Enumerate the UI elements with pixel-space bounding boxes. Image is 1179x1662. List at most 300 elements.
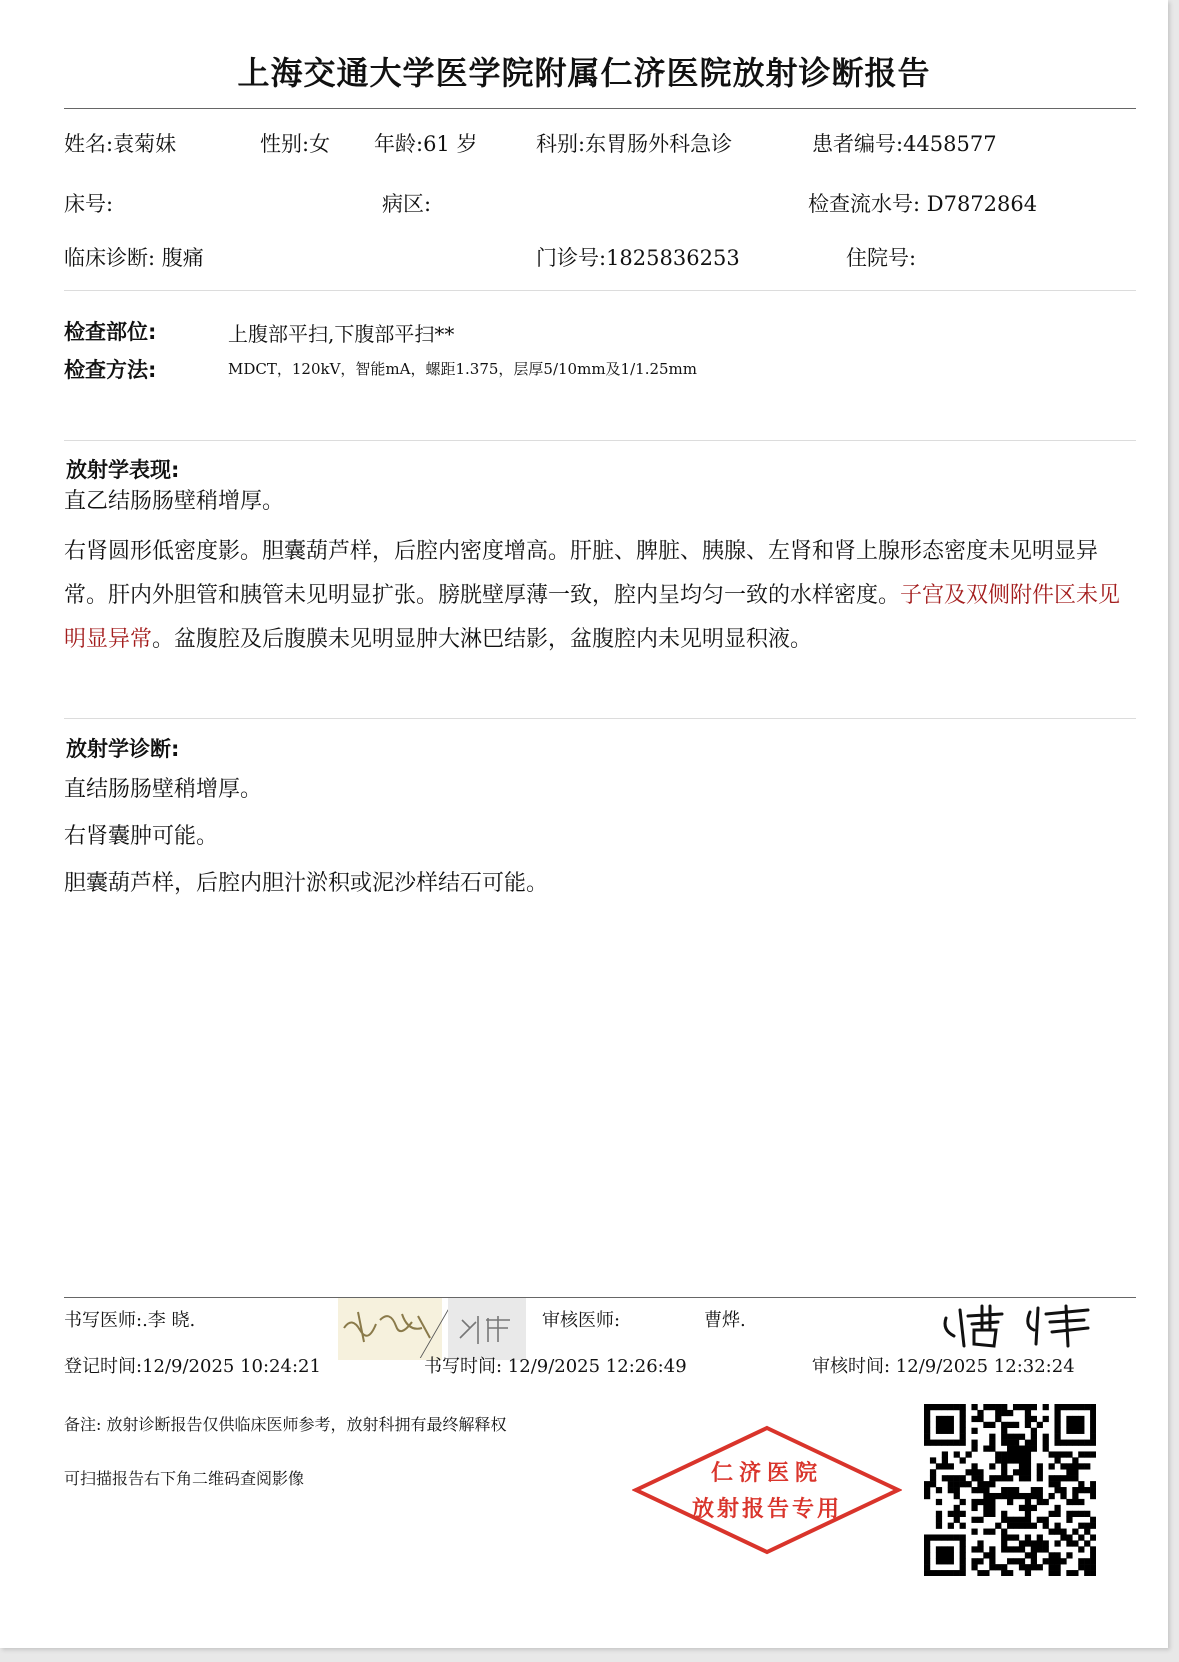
qr-module: [1025, 1523, 1031, 1529]
qr-module: [936, 1534, 942, 1540]
qr-module: [1084, 1511, 1090, 1517]
qr-module: [1060, 1558, 1066, 1564]
second-signature-image: [448, 1298, 526, 1360]
reviewer-name: 曹烨.: [704, 1310, 746, 1331]
qr-module: [924, 1416, 930, 1422]
qr-module: [1049, 1570, 1055, 1576]
qr-module: [960, 1428, 966, 1434]
qr-module: [1043, 1446, 1049, 1452]
qr-module: [1054, 1523, 1060, 1529]
findings-paragraph: [64, 530, 1124, 662]
exam-site-label: 检查部位:: [64, 320, 157, 344]
writer-doctor: 书写医师:.李 晓.: [64, 1310, 196, 1331]
qr-module: [960, 1534, 966, 1540]
qr-module: [1084, 1558, 1090, 1564]
qr-module: [942, 1558, 948, 1564]
qr-module: [1066, 1540, 1072, 1546]
qr-module: [1090, 1570, 1096, 1576]
qr-module: [1054, 1529, 1060, 1535]
qr-module: [1049, 1481, 1055, 1487]
qr-module: [995, 1457, 1001, 1463]
qr-module: [1031, 1564, 1037, 1570]
qr-module: [1019, 1463, 1025, 1469]
qr-module: [942, 1451, 948, 1457]
qr-module: [971, 1440, 977, 1446]
qr-module: [989, 1505, 995, 1511]
qr-module: [1031, 1558, 1037, 1564]
qr-module: [1049, 1475, 1055, 1481]
qr-module: [1060, 1475, 1066, 1481]
qr-module: [954, 1511, 960, 1517]
qr-module: [989, 1511, 995, 1517]
qr-module: [966, 1451, 972, 1457]
qr-module: [1078, 1440, 1084, 1446]
qr-module: [1084, 1570, 1090, 1576]
qr-module: [1019, 1517, 1025, 1523]
qr-module: [966, 1469, 972, 1475]
qr-module: [1001, 1487, 1007, 1493]
qr-module: [1025, 1457, 1031, 1463]
qr-module: [960, 1475, 966, 1481]
qr-module: [1019, 1493, 1025, 1499]
qr-module: [1078, 1546, 1084, 1552]
qr-module: [1025, 1475, 1031, 1481]
qr-module: [936, 1570, 942, 1576]
qr-module: [954, 1404, 960, 1410]
qr-module: [1084, 1529, 1090, 1535]
qr-module: [960, 1570, 966, 1576]
qr-module: [1007, 1558, 1013, 1564]
qr-module: [1001, 1434, 1007, 1440]
qr-module: [1054, 1564, 1060, 1570]
qr-module: [971, 1404, 977, 1410]
qr-module: [1072, 1469, 1078, 1475]
qr-module: [1001, 1469, 1007, 1475]
qr-module: [1078, 1534, 1084, 1540]
qr-module: [989, 1446, 995, 1452]
qr-module: [1019, 1446, 1025, 1452]
qr-module: [948, 1428, 954, 1434]
qr-module: [1054, 1558, 1060, 1564]
qr-module: [960, 1404, 966, 1410]
qr-module: [1078, 1428, 1084, 1434]
qr-module: [936, 1487, 942, 1493]
qr-module: [1078, 1564, 1084, 1570]
qr-module: [1019, 1404, 1025, 1410]
qr-module: [977, 1481, 983, 1487]
qr-module: [936, 1546, 942, 1552]
qr-module: [1066, 1416, 1072, 1422]
qr-module: [1025, 1564, 1031, 1570]
qr-module: [924, 1493, 930, 1499]
qr-module: [1025, 1499, 1031, 1505]
qr-module: [1043, 1440, 1049, 1446]
qr-module: [1072, 1416, 1078, 1422]
qr-module: [1025, 1404, 1031, 1410]
qr-module: [1054, 1505, 1060, 1511]
qr-module: [936, 1499, 942, 1505]
qr-module: [1066, 1404, 1072, 1410]
qr-module: [977, 1517, 983, 1523]
qr-module: [977, 1540, 983, 1546]
qr-module: [971, 1564, 977, 1570]
qr-module: [1013, 1517, 1019, 1523]
qr-module: [1013, 1487, 1019, 1493]
qr-module: [936, 1517, 942, 1523]
qr-module: [1066, 1511, 1072, 1517]
qr-module: [936, 1463, 942, 1469]
qr-module: [1025, 1463, 1031, 1469]
qr-module: [1031, 1416, 1037, 1422]
qr-module: [936, 1523, 942, 1529]
qr-module: [1049, 1564, 1055, 1570]
diagnosis-item: 直结肠肠壁稍增厚。: [64, 777, 263, 802]
qr-module: [948, 1570, 954, 1576]
qr-module: [971, 1416, 977, 1422]
qr-module: [930, 1457, 936, 1463]
qr-module: [942, 1546, 948, 1552]
qr-module: [1031, 1446, 1037, 1452]
qr-module: [1054, 1410, 1060, 1416]
qr-module: [1031, 1428, 1037, 1434]
qr-module: [1084, 1463, 1090, 1469]
qr-module: [1001, 1475, 1007, 1481]
qr-module: [948, 1534, 954, 1540]
qr-module: [1025, 1570, 1031, 1576]
inpatient-number: 住院号:: [846, 246, 917, 270]
qr-module: [924, 1404, 930, 1410]
qr-module: [1078, 1511, 1084, 1517]
exam-method-label: 检查方法:: [64, 358, 157, 382]
qr-module: [1013, 1451, 1019, 1457]
qr-module: [1025, 1410, 1031, 1416]
qr-module: [960, 1440, 966, 1446]
reviewer-signature-image: [938, 1296, 1098, 1352]
diagnosis-item: 胆囊葫芦样，后腔内胆汁淤积或泥沙样结石可能。: [64, 871, 549, 896]
qr-module: [942, 1552, 948, 1558]
qr-module: [936, 1552, 942, 1558]
qr-module: [1072, 1457, 1078, 1463]
qr-module: [1007, 1451, 1013, 1457]
patient-department: 科别:东胃肠外科急诊: [536, 132, 733, 156]
qr-module: [983, 1505, 989, 1511]
qr-module: [1049, 1451, 1055, 1457]
qr-module: [960, 1540, 966, 1546]
qr-module: [1007, 1446, 1013, 1452]
qr-module: [1013, 1558, 1019, 1564]
qr-module: [924, 1570, 930, 1576]
qr-module: [1001, 1422, 1007, 1428]
qr-module: [1090, 1434, 1096, 1440]
patient-id: 患者编号:4458577: [812, 132, 997, 156]
qr-module: [983, 1404, 989, 1410]
qr-module: [989, 1404, 995, 1410]
qr-module: [1037, 1463, 1043, 1469]
qr-module: [1025, 1451, 1031, 1457]
findings-text: 右肾圆形低密度影。胆囊葫芦样，后腔内密度增高。肝脏、脾脏、胰腺、左肾和肾上腺形态密度未见明显异常。肝内外胆管和胰管未见明显扩张。膀胱壁厚薄一致，腔内呈均匀一致的水样密度。: [64, 539, 1099, 608]
qr-module: [1060, 1487, 1066, 1493]
qr-module: [1001, 1564, 1007, 1570]
findings-text-end: 。盆腹腔及后腹膜未见明显肿大淋巴结影，盆腹腔内未见明显积液。: [152, 627, 813, 652]
qr-module: [1001, 1428, 1007, 1434]
qr-module: [977, 1469, 983, 1475]
qr-module: [1072, 1570, 1078, 1576]
qr-module: [1054, 1552, 1060, 1558]
qr-module: [948, 1463, 954, 1469]
stamp-diamond-icon: [632, 1424, 902, 1556]
qr-module: [1078, 1422, 1084, 1428]
qr-module: [983, 1552, 989, 1558]
qr-module: [971, 1558, 977, 1564]
qr-module: [1025, 1511, 1031, 1517]
qr-module: [1031, 1404, 1037, 1410]
qr-module: [1066, 1552, 1072, 1558]
qr-module: [930, 1440, 936, 1446]
qr-module: [942, 1428, 948, 1434]
write-time: 书写时间: 12/9/2025 12:26:49: [424, 1356, 687, 1377]
qr-module: [1025, 1469, 1031, 1475]
qr-module: [1001, 1534, 1007, 1540]
qr-module: [1001, 1451, 1007, 1457]
qr-module: [930, 1481, 936, 1487]
qr-module: [977, 1410, 983, 1416]
qr-module: [1043, 1434, 1049, 1440]
qr-module: [1072, 1475, 1078, 1481]
qr-module: [989, 1552, 995, 1558]
qr-module: [1066, 1570, 1072, 1576]
qr-module: [1013, 1440, 1019, 1446]
qr-module: [1072, 1511, 1078, 1517]
qr-module: [1007, 1440, 1013, 1446]
qr-module: [971, 1446, 977, 1452]
qr-code-icon[interactable]: [924, 1404, 1096, 1576]
qr-module: [1090, 1451, 1096, 1457]
qr-module: [1037, 1499, 1043, 1505]
qr-module: [1007, 1457, 1013, 1463]
qr-module: [971, 1505, 977, 1511]
qr-module: [1001, 1511, 1007, 1517]
qr-module: [1060, 1534, 1066, 1540]
qr-module: [1078, 1499, 1084, 1505]
qr-module: [995, 1523, 1001, 1529]
qr-module: [1090, 1428, 1096, 1434]
qr-module: [936, 1511, 942, 1517]
qr-module: [1007, 1410, 1013, 1416]
qr-module: [1060, 1463, 1066, 1469]
qr-module: [1084, 1404, 1090, 1410]
qr-module: [924, 1440, 930, 1446]
disclaimer-note: 备注: 放射诊断报告仅供临床医师参考，放射科拥有最终解释权: [64, 1415, 507, 1434]
qr-module: [924, 1481, 930, 1487]
qr-module: [1090, 1564, 1096, 1570]
reviewer-label: 审核医师:: [542, 1310, 621, 1331]
qr-module: [1060, 1529, 1066, 1535]
qr-module: [983, 1487, 989, 1493]
diagnosis-item: 右肾囊肿可能。: [64, 824, 219, 849]
qr-module: [942, 1457, 948, 1463]
info-divider: [64, 290, 1136, 291]
qr-module: [1007, 1534, 1013, 1540]
findings-heading: 放射学表现:: [66, 458, 180, 482]
qr-module: [960, 1481, 966, 1487]
qr-module: [1049, 1558, 1055, 1564]
qr-module: [989, 1463, 995, 1469]
qr-module: [1054, 1434, 1060, 1440]
qr-module: [1019, 1434, 1025, 1440]
qr-module: [1001, 1546, 1007, 1552]
qr-module: [924, 1546, 930, 1552]
qr-module: [948, 1487, 954, 1493]
qr-module: [1001, 1440, 1007, 1446]
qr-module: [954, 1481, 960, 1487]
qr-module: [989, 1434, 995, 1440]
qr-module: [1019, 1546, 1025, 1552]
qr-module: [1007, 1422, 1013, 1428]
bed-number: 床号:: [64, 192, 114, 216]
qr-module: [924, 1540, 930, 1546]
qr-module: [1078, 1451, 1084, 1457]
stamp-line-1: 仁济医院: [710, 1460, 823, 1486]
qr-module: [1007, 1499, 1013, 1505]
qr-module: [942, 1463, 948, 1469]
qr-module: [1037, 1534, 1043, 1540]
qr-module: [1025, 1422, 1031, 1428]
qr-module: [924, 1534, 930, 1540]
qr-module: [954, 1451, 960, 1457]
qr-module: [1060, 1451, 1066, 1457]
qr-module: [936, 1422, 942, 1428]
qr-module: [960, 1457, 966, 1463]
qr-module: [1090, 1404, 1096, 1410]
qr-module: [1031, 1540, 1037, 1546]
qr-module: [1037, 1422, 1043, 1428]
qr-module: [983, 1529, 989, 1535]
signature-scribble: [938, 1296, 1098, 1352]
qr-module: [1013, 1434, 1019, 1440]
findings-highlight: 子宫及双侧附件区未见明显异常: [64, 583, 1121, 652]
qr-module: [948, 1481, 954, 1487]
qr-module: [960, 1511, 966, 1517]
qr-module: [1007, 1546, 1013, 1552]
qr-module: [1078, 1416, 1084, 1422]
ward: 病区:: [382, 192, 432, 216]
qr-module: [1078, 1481, 1084, 1487]
qr-module: [989, 1529, 995, 1535]
qr-module: [924, 1428, 930, 1434]
qr-module: [995, 1404, 1001, 1410]
qr-module: [948, 1552, 954, 1558]
qr-module: [954, 1440, 960, 1446]
qr-module: [1084, 1523, 1090, 1529]
qr-module: [1072, 1463, 1078, 1469]
qr-module: [1049, 1511, 1055, 1517]
qr-module: [989, 1422, 995, 1428]
qr-module: [1043, 1558, 1049, 1564]
qr-module: [1025, 1517, 1031, 1523]
qr-module: [954, 1570, 960, 1576]
qr-module: [960, 1434, 966, 1440]
qr-module: [983, 1481, 989, 1487]
qr-module: [1054, 1570, 1060, 1576]
qr-module: [971, 1469, 977, 1475]
qr-module: [977, 1499, 983, 1505]
qr-module: [948, 1546, 954, 1552]
qr-code-graphic: [924, 1404, 1096, 1576]
qr-module: [1084, 1540, 1090, 1546]
qr-module: [1078, 1487, 1084, 1493]
qr-module: [1054, 1540, 1060, 1546]
qr-module: [1019, 1564, 1025, 1570]
qr-module: [948, 1475, 954, 1481]
qr-module: [1025, 1446, 1031, 1452]
qr-module: [1066, 1451, 1072, 1457]
qr-module: [1031, 1523, 1037, 1529]
qr-module: [1013, 1534, 1019, 1540]
qr-module: [1049, 1552, 1055, 1558]
qr-module: [1066, 1475, 1072, 1481]
qr-module: [1043, 1546, 1049, 1552]
qr-module: [989, 1558, 995, 1564]
qr-module: [1025, 1552, 1031, 1558]
qr-module: [948, 1404, 954, 1410]
qr-module: [1037, 1469, 1043, 1475]
qr-module: [960, 1416, 966, 1422]
report-title: 上海交通大学医学院附属仁济医院放射诊断报告: [237, 54, 931, 92]
qr-module: [1049, 1529, 1055, 1535]
qr-module: [971, 1487, 977, 1493]
qr-module: [1007, 1487, 1013, 1493]
qr-module: [1019, 1457, 1025, 1463]
qr-module: [1084, 1487, 1090, 1493]
scan-hint: 可扫描报告右下角二维码查阅影像: [64, 1469, 305, 1488]
qr-module: [1090, 1546, 1096, 1552]
hospital-stamp: [632, 1424, 902, 1556]
qr-module: [1054, 1422, 1060, 1428]
qr-module: [1043, 1416, 1049, 1422]
qr-module: [1001, 1463, 1007, 1469]
qr-module: [1031, 1434, 1037, 1440]
qr-module: [948, 1523, 954, 1529]
qr-module: [942, 1570, 948, 1576]
qr-module: [1090, 1552, 1096, 1558]
qr-module: [971, 1517, 977, 1523]
qr-module: [960, 1422, 966, 1428]
qr-module: [1072, 1422, 1078, 1428]
qr-module: [1013, 1523, 1019, 1529]
qr-module: [983, 1570, 989, 1576]
qr-module: [1037, 1475, 1043, 1481]
qr-module: [989, 1440, 995, 1446]
qr-module: [954, 1505, 960, 1511]
qr-module: [960, 1558, 966, 1564]
qr-module: [1013, 1493, 1019, 1499]
qr-module: [1049, 1463, 1055, 1469]
qr-module: [924, 1422, 930, 1428]
findings-divider: [64, 718, 1136, 719]
qr-module: [1013, 1457, 1019, 1463]
qr-module: [1054, 1416, 1060, 1422]
qr-module: [1001, 1540, 1007, 1546]
qr-module: [1001, 1457, 1007, 1463]
qr-module: [995, 1493, 1001, 1499]
qr-module: [989, 1493, 995, 1499]
qr-module: [948, 1558, 954, 1564]
qr-module: [960, 1523, 966, 1529]
qr-module: [1084, 1564, 1090, 1570]
qr-module: [1037, 1546, 1043, 1552]
qr-module: [1054, 1451, 1060, 1457]
qr-module: [960, 1546, 966, 1552]
